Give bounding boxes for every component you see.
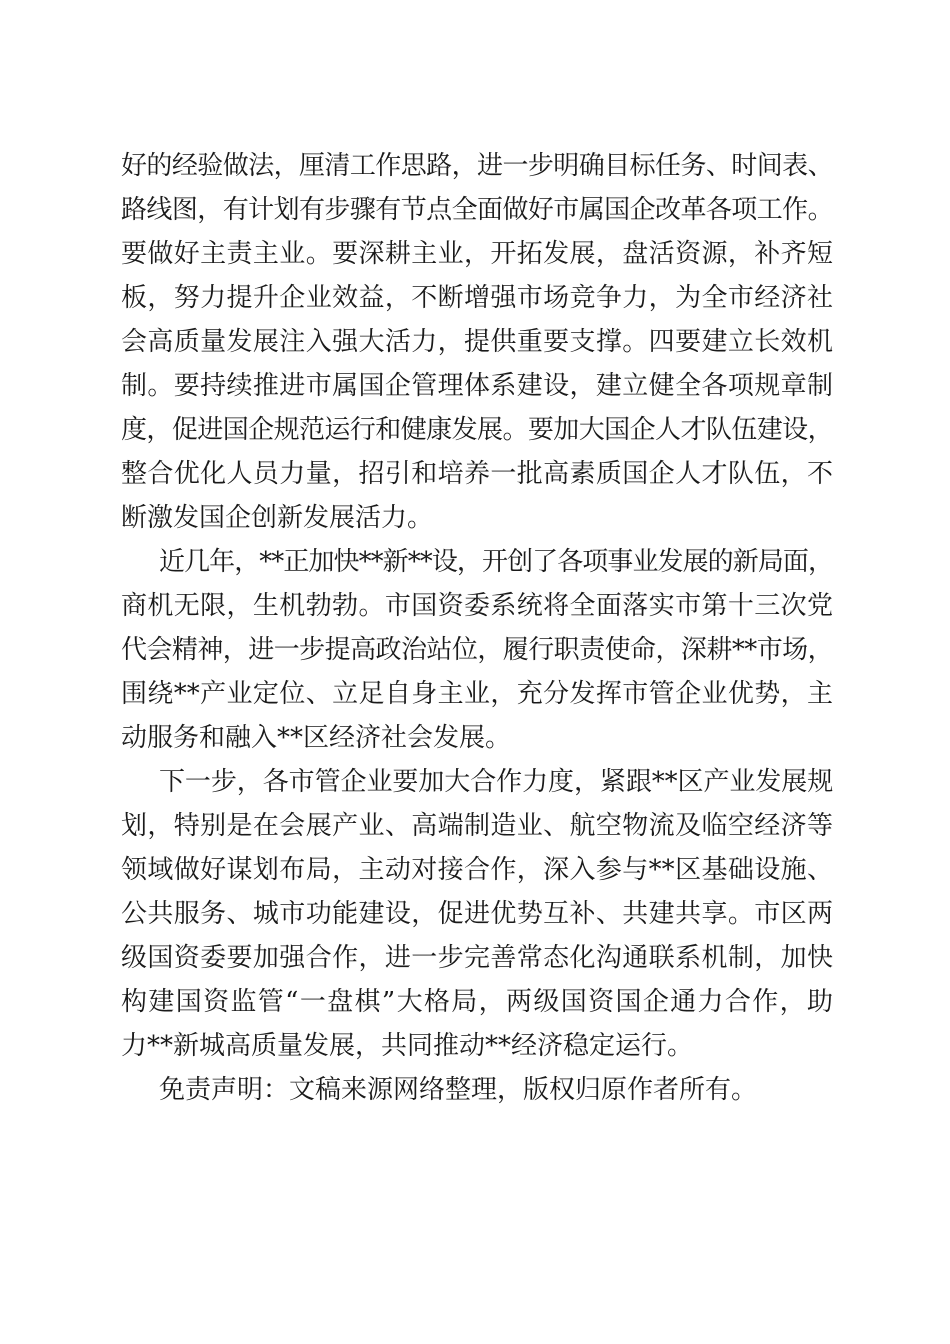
text-line: 公共服务、城市功能建设，促进优势互补、共建共享。市区两 xyxy=(121,899,833,929)
text-line: 商机无限，生机勃勃。市国资委系统将全面落实市第十三次党 xyxy=(121,591,833,621)
paragraph-1 xyxy=(121,144,833,540)
text-line: 板，努力提升企业效益，不断增强市场竞争力，为全市经济社 xyxy=(121,283,833,313)
text-line: 度，促进国企规范运行和健康发展。要加大国企人才队伍建设， xyxy=(121,415,833,445)
text-line: 力**新城高质量发展，共同推动**经济稳定运行。 xyxy=(121,1031,694,1061)
text-line: 制。要持续推进市属国企管理体系建设，建立健全各项规章制 xyxy=(121,371,833,401)
disclaimer-text: 免责声明：文稿来源网络整理，版权归原作者所有。 xyxy=(159,1075,758,1105)
text-line: 围绕**产业定位、立足自身主业，充分发挥市管企业优势，主 xyxy=(121,679,833,709)
disclaimer-paragraph xyxy=(121,1068,833,1112)
paragraph-2 xyxy=(121,540,833,760)
text-line: 级国资委要加强合作，进一步完善常态化沟通联系机制，加快 xyxy=(121,943,833,973)
text-line: 断激发国企创新发展活力。 xyxy=(121,503,434,533)
text-line: 会高质量发展注入强大活力，提供重要支撑。四要建立长效机 xyxy=(121,327,833,357)
text-line: 代会精神，进一步提高政治站位，履行职责使命，深耕**市场， xyxy=(121,635,833,665)
text-line: 领域做好谋划布局，主动对接合作，深入参与**区基础设施、 xyxy=(121,855,833,885)
text-line: 好的经验做法，厘清工作思路，进一步明确目标任务、时间表、 xyxy=(121,151,833,181)
text-line: 整合优化人员力量，招引和培养一批高素质国企人才队伍，不 xyxy=(121,459,833,489)
text-line: 路线图，有计划有步骤有节点全面做好市属国企改革各项工作。 xyxy=(121,195,833,225)
text-line: 近几年，**正加快**新**设，开创了各项事业发展的新局面， xyxy=(159,547,833,577)
document-body xyxy=(121,144,833,1112)
text-line: 动服务和融入**区经济社会发展。 xyxy=(121,723,512,753)
text-line: 下一步，各市管企业要加大合作力度，紧跟**区产业发展规 xyxy=(159,767,833,797)
text-line: 构建国资监管“一盘棋”大格局，两级国资国企通力合作，助 xyxy=(121,987,833,1017)
text-line: 要做好主责主业。要深耕主业，开拓发展，盘活资源，补齐短 xyxy=(121,239,833,269)
paragraph-3 xyxy=(121,760,833,1068)
text-line: 划，特别是在会展产业、高端制造业、航空物流及临空经济等 xyxy=(121,811,833,841)
